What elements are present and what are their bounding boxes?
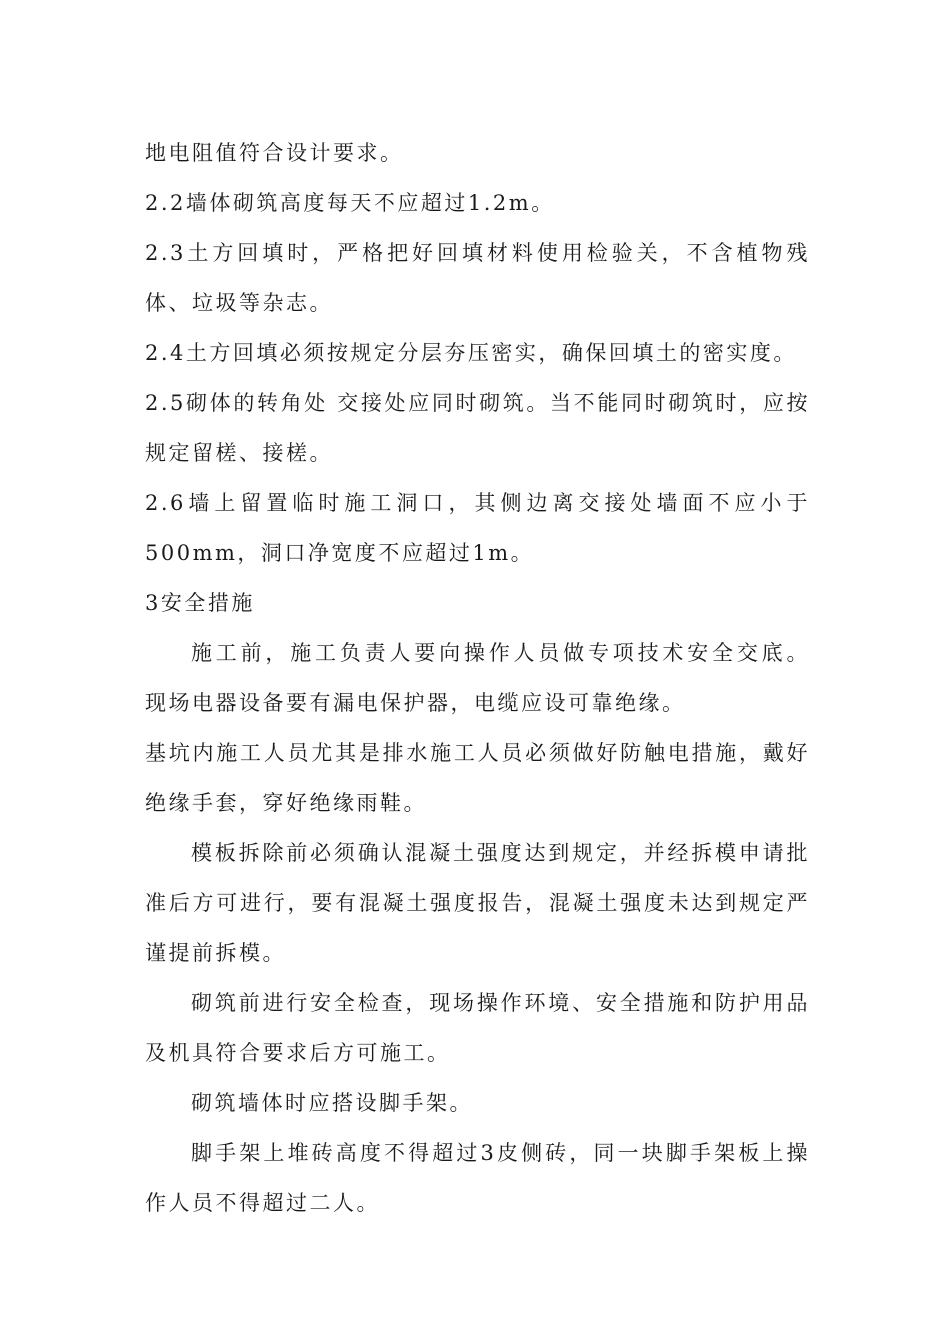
paragraph-pit-electrical-safety: 基坑内施工人员尤其是排水施工人员必须做好防触电措施，戴好绝缘手套，穿好绝缘雨鞋。	[145, 741, 810, 815]
paragraph-2-5-masonry-corners: 2.5砌体的转角处 交接处应同时砌筑。当不能同时砌筑时，应按规定留槎、接槎。	[145, 391, 810, 465]
paragraph-grounding-resistance: 地电阻值符合设计要求。	[145, 141, 404, 165]
paragraph-scaffold-load-limits: 脚手架上堆砖高度不得超过3皮侧砖，同一块脚手架板上操作人员不得超过二人。	[145, 1141, 810, 1215]
paragraph-2-2-wall-height: 2.2墙体砌筑高度每天不应超过1.2m。	[145, 191, 555, 215]
paragraph-2-3-backfill-material: 2.3土方回填时，严格把好回填材料使用检验关，不含植物残体、垃圾等杂志。	[145, 241, 810, 315]
paragraph-pre-masonry-inspection: 砌筑前进行安全检查，现场操作环境、安全措施和防护用品及机具符合要求后方可施工。	[145, 991, 810, 1065]
section-heading-safety-measures: 3安全措施	[145, 591, 255, 615]
paragraph-scaffolding-required: 砌筑墙体时应搭设脚手架。	[191, 1091, 473, 1115]
paragraph-2-6-temporary-openings: 2.6墙上留置临时施工洞口，其侧边离交接处墙面不应小于500mm，洞口净宽度不应超过1m。	[145, 491, 810, 565]
document-body	[145, 128, 810, 1228]
paragraph-formwork-removal: 模板拆除前必须确认混凝土强度达到规定，并经拆模申请批准后方可进行，要有混凝土强度报告，混凝土强度未达到规定严谨提前拆模。	[145, 841, 810, 965]
paragraph-safety-briefing: 施工前，施工负责人要向操作人员做专项技术安全交底。 现场电器设备要有漏电保护器，电缆应设可靠绝缘。	[145, 641, 810, 715]
paragraph-2-4-backfill-compaction: 2.4土方回填必须按规定分层夯压密实，确保回填土的密实度。	[145, 341, 797, 365]
